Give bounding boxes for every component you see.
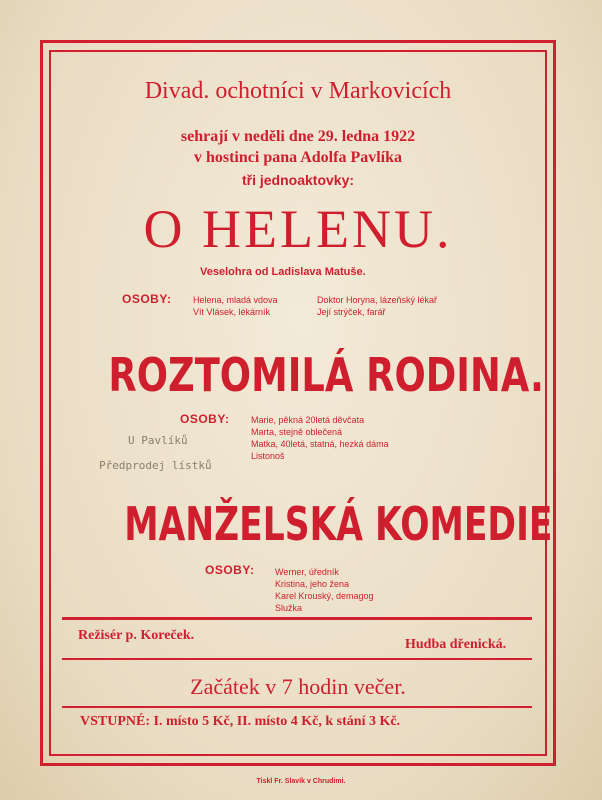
cast-item: Služka <box>275 603 303 613</box>
cast-item: Vít Vlásek, lékárník <box>193 307 271 317</box>
cast-item: Doktor Horyna, lázeňský lékař <box>317 295 438 305</box>
admission-prices: VSTUPNÉ: I. místo 5 Kč, II. místo 4 Kč, k stání 3 Kč. <box>80 714 401 729</box>
company-heading: Divad. ochotníci v Markovicích <box>144 78 452 104</box>
start-time: Začátek v 7 hodin večer. <box>190 674 406 699</box>
stamp-line: Předprodej lístků <box>99 459 212 472</box>
cast-label: OSOBY: <box>205 563 255 577</box>
cast-item: Listonoš <box>251 451 285 461</box>
play-title-roztomila-rodina: ROZTOMILÁ RODINA. <box>108 348 544 402</box>
cast-label: OSOBY: <box>180 412 230 426</box>
cast-item: Werner, úředník <box>275 567 339 577</box>
intro-line: tři jednoaktovky: <box>241 172 355 188</box>
cast-item: Její strýček, farář <box>317 307 386 317</box>
cast-item: Helena, mladá vdova <box>193 295 278 305</box>
cast-item: Marta, stejně oblečená <box>251 427 343 437</box>
cast-item: Kristina, jeho žena <box>275 579 350 589</box>
divider <box>62 617 532 620</box>
cast-item: Karel Krouský, demagog <box>275 591 374 601</box>
venue-line: v hostinci pana Adolfa Pavlíka <box>193 149 403 166</box>
play-subtitle: Veselohra od Ladislava Matuše. <box>200 266 366 278</box>
music-credit: Hudba dřenická. <box>405 637 507 652</box>
divider <box>62 706 532 708</box>
divider <box>62 658 532 660</box>
cast-list <box>251 414 389 462</box>
play-title-manzelska-komedie: MANŽELSKÁ KOMEDIE <box>124 497 553 551</box>
cast-item: Matka, 40letá, statná, hezká dáma <box>251 439 389 449</box>
play-title-o-helenu: O HELENU. <box>143 199 453 259</box>
cast-item: Marie, pěkná 20letá děvčata <box>251 415 365 425</box>
printer-credit: Tiskl Fr. Slavík v Chrudimi. <box>256 778 346 785</box>
cast-list-right <box>317 294 437 318</box>
cast-list-left <box>193 294 278 318</box>
cast-list <box>275 566 374 614</box>
date-line: sehrají v neděli dne 29. ledna 1922 <box>180 128 416 145</box>
cast-label: OSOBY: <box>122 292 172 306</box>
director-credit: Režisér p. Koreček. <box>78 628 195 643</box>
stamp-line: U Pavlíků <box>128 434 188 447</box>
